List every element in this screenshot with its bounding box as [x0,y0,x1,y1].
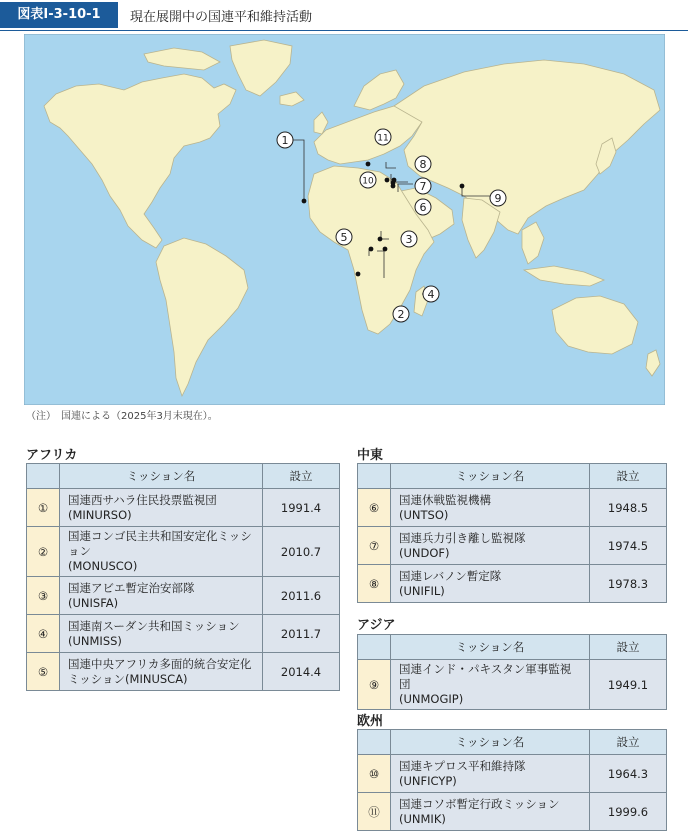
table-header-row [358,730,667,755]
map-marker-8 [415,156,431,172]
header-number-cell [27,464,60,489]
established-date: 2014.4 [263,653,340,691]
mission-name: 国連コソボ暫定行政ミッション (UNMIK) [391,793,590,831]
row-number: ⑪ [358,793,391,831]
svg-text:8: 8 [419,158,427,171]
established-date: 1964.3 [590,755,667,793]
established-date: 1949.1 [590,660,667,710]
header-established: 設立 [590,730,667,755]
established-date: 2011.7 [263,615,340,653]
map-marker-6 [415,199,431,215]
row-number: ⑩ [358,755,391,793]
established-date: 1991.4 [263,489,340,527]
table-row [358,793,667,831]
europe-table [357,729,667,831]
map-marker-4 [423,286,439,302]
svg-text:7: 7 [419,180,427,193]
world-map [24,34,665,405]
header-number-cell [358,635,391,660]
africa-table [26,463,340,691]
table-row [358,565,667,603]
figure-number-badge: 図表Ⅰ-3-10-1 [0,2,118,28]
header-established: 設立 [263,464,340,489]
table-row [27,577,340,615]
table-row [358,755,667,793]
established-date: 1978.3 [590,565,667,603]
mission-name: 国連レバノン暫定隊 (UNIFIL) [391,565,590,603]
header-mission-name: ミッション名 [391,464,590,489]
row-number: ② [27,527,60,577]
svg-text:3: 3 [405,233,413,246]
table-header-row [358,464,667,489]
table-row [27,489,340,527]
header-mission-name: ミッション名 [391,730,590,755]
row-number: ① [27,489,60,527]
row-number: ④ [27,615,60,653]
svg-text:6: 6 [419,201,427,214]
middle-east-table [357,463,667,603]
asia-table [357,634,667,710]
established-date: 1974.5 [590,527,667,565]
table-header-row [358,635,667,660]
mission-name: 国連アビエ暫定治安部隊 (UNISFA) [60,577,263,615]
map-marker-2 [393,306,409,322]
map-marker-5 [336,229,352,245]
established-date: 1948.5 [590,489,667,527]
table-row [27,615,340,653]
mission-name: 国連インド・パキスタン軍事監視団 (UNMOGIP) [391,660,590,710]
map-marker-3 [401,231,417,247]
mission-name: 国連中央アフリカ多面的統合安定化 ミッション(MINUSCA) [60,653,263,691]
mission-name: 国連南スーダン共和国ミッション (UNMISS) [60,615,263,653]
figure-title: 現在展開中の国連平和維持活動 [130,10,313,25]
table-row [358,489,667,527]
map-marker-11 [375,129,391,145]
established-date: 2010.7 [263,527,340,577]
mission-name: 国連休戦監視機構 (UNTSO) [391,489,590,527]
section-title-africa: アフリカ [26,448,78,463]
established-date: 2011.6 [263,577,340,615]
table-header-row [27,464,340,489]
svg-text:10: 10 [362,176,374,187]
table-row [358,527,667,565]
table-row [27,653,340,691]
section-title-asia: アジア [357,618,396,633]
mission-name: 国連コンゴ民主共和国安定化ミッション (MONUSCO) [60,527,263,577]
map-marker-1 [277,132,293,148]
row-number: ⑧ [358,565,391,603]
svg-text:4: 4 [427,288,435,301]
map-marker-9 [490,190,506,206]
header-number-cell [358,730,391,755]
svg-text:11: 11 [377,133,389,144]
svg-text:2: 2 [397,308,405,321]
row-number: ③ [27,577,60,615]
section-title-middle-east: 中東 [357,448,384,463]
header-mission-name: ミッション名 [60,464,263,489]
row-number: ⑤ [27,653,60,691]
map-marker-7 [415,178,431,194]
table-row [27,527,340,577]
row-number: ⑥ [358,489,391,527]
map-note: （注） 国連による（2025年3月末現在）。 [26,411,218,422]
header-mission-name: ミッション名 [391,635,590,660]
figure-header [0,0,688,31]
established-date: 1999.6 [590,793,667,831]
svg-text:9: 9 [494,192,502,205]
row-number: ⑦ [358,527,391,565]
header-number-cell [358,464,391,489]
svg-text:1: 1 [281,134,289,147]
header-established: 設立 [590,635,667,660]
mission-name: 国連西サハラ住民投票監視団 (MINURSO) [60,489,263,527]
map-marker-10 [360,172,376,188]
mission-name: 国連兵力引き離し監視隊 (UNDOF) [391,527,590,565]
header-established: 設立 [590,464,667,489]
mission-name: 国連キプロス平和維持隊 (UNFICYP) [391,755,590,793]
table-row [358,660,667,710]
row-number: ⑨ [358,660,391,710]
section-title-europe: 欧州 [357,714,384,729]
svg-text:5: 5 [340,231,348,244]
